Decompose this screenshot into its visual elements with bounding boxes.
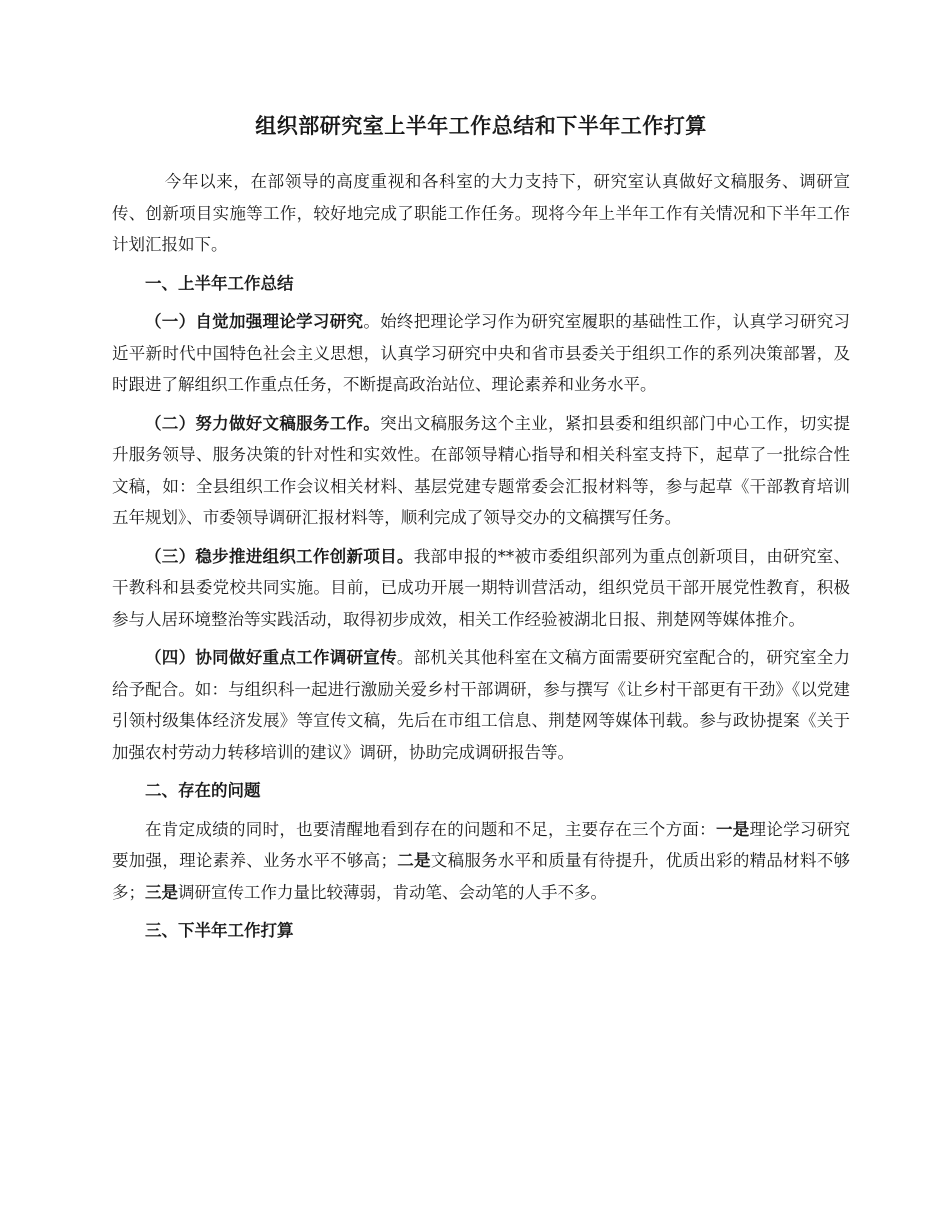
section-1-item-3 xyxy=(112,541,850,636)
item-2-lead: （二）努力做好文稿服务工作。 xyxy=(145,413,381,433)
section-2-heading: 二、存在的问题 xyxy=(145,781,261,800)
section-1-heading: 一、上半年工作总结 xyxy=(145,273,294,293)
problem-1-marker: 一是 xyxy=(715,819,750,839)
document-page xyxy=(112,110,850,954)
section-1-item-1 xyxy=(112,306,850,401)
section-3-heading: 三、下半年工作打算 xyxy=(145,921,294,940)
section-1-item-2 xyxy=(112,408,850,534)
problem-2-text: 文稿服务水平和质量有待提升，优质出彩的精品材料不够多； xyxy=(112,851,851,902)
document-title: 组织部研究室上半年工作总结和下半年工作打算 xyxy=(255,114,707,138)
item-3-text: 我部申报的**被市委组织部列为重点创新项目，由研究室、干教科和县委党校共同实施。目前，已成功开展一期特训营活动，组织党员干部开展党性教育，积极参与人居环境整治等实践活动，取得初步成效，相关工作经验被湖北日报、荆楚网等媒体推介。 xyxy=(112,546,851,629)
problem-3-marker: 三是 xyxy=(145,882,178,902)
intro-paragraph: 今年以来，在部领导的高度重视和各科室的大力支持下，研究室认真做好文稿服务、调研宣传、创新项目实施等工作，较好地完成了职能工作任务。现将今年上半年工作有关情况和下半年工作计划汇报如下。 xyxy=(112,172,850,254)
item-4-lead: （四）协同做好重点工作调研宣传 xyxy=(145,648,397,667)
section-2-paragraph xyxy=(112,814,850,909)
item-2-text: 突出文稿服务这个主业，紧扣县委和组织部门中心工作，切实提升服务领导、服务决策的针对性和实效性。在部领导精心指导和相关科室支持下，起草了一批综合性文稿，如：全县组织工作会议相关材料、基层党建专题常委会汇报材料等，参与起草《干部教育培训五年规划》、市委领导调研汇报材料等，顺利完成了领导交办的文稿撰写任务。 xyxy=(112,413,851,527)
item-3-lead: （三）稳步推进组织工作创新项目。 xyxy=(145,546,414,566)
problem-3-text: 调研宣传工作力量比较薄弱，肯动笔、会动笔的人手不多。 xyxy=(178,882,607,902)
problem-1-text: 理论学习研究要加强，理论素养、业务水平不够高； xyxy=(112,819,851,870)
item-4-text: 。部机关其他科室在文稿方面需要研究室配合的，研究室全力给予配合。如：与组织科一起进行激励关爱乡村干部调研，参与撰写《让乡村干部更有干劲》《以党建引领村级集体经济发展》等宣传文稿，先后在市组工信息、荆楚网等媒体刊载。参与政协提案《关于加强农村劳动力转移培训的建议》调研，协助完成调研报告等。 xyxy=(112,648,851,762)
item-1-lead: （一）自觉加强理论学习研究 xyxy=(145,312,364,331)
problems-intro: 在肯定成绩的同时，也要清醒地看到存在的问题和不足，主要存在三个方面： xyxy=(145,819,716,839)
item-1-text: 。始终把理论学习作为研究室履职的基础性工作，认真学习研究习近平新时代中国特色社会主义思想，认真学习研究中央和省市县委关于组织工作的系列决策部署，及时跟进了解组织工作重点任务，不断提高政治站位、理论素养和业务水平。 xyxy=(112,312,851,394)
section-1-item-4 xyxy=(112,642,850,768)
problem-2-marker: 二是 xyxy=(396,851,431,870)
